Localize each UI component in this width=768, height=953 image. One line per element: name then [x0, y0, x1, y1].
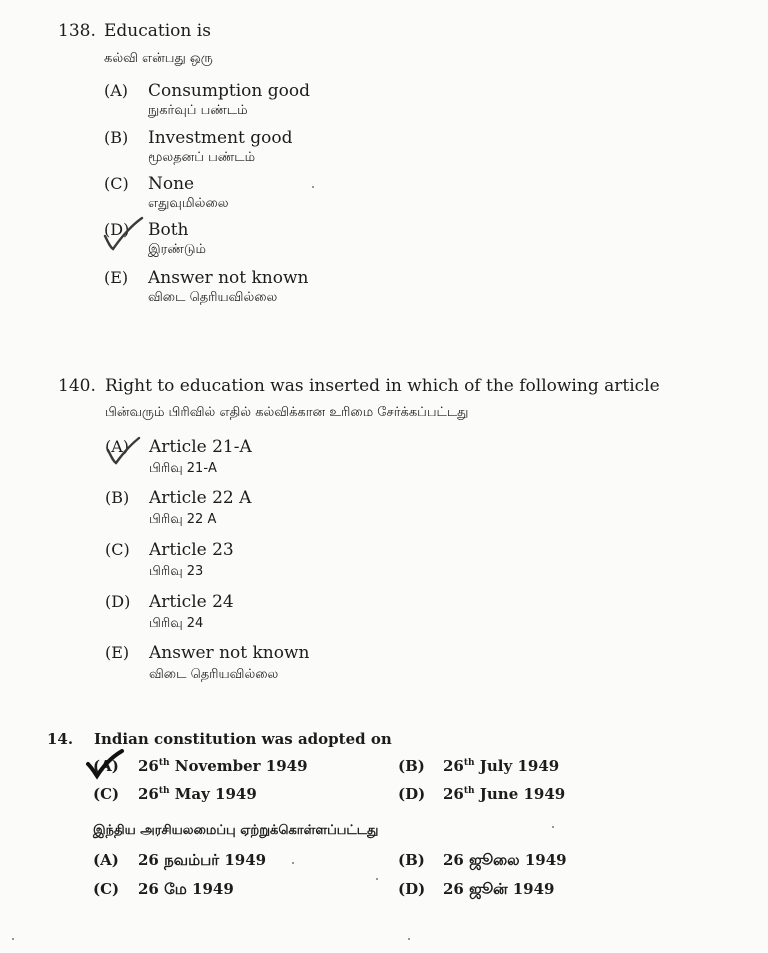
- option-label: (C): [104, 174, 129, 193]
- question-text-ta: இந்திய அரசியலமைப்பு ஏற்றுக்கொள்ளப்பட்டது: [93, 823, 379, 838]
- option-text-ta: நுகர்வுப் பண்டம்: [148, 103, 248, 118]
- option-label: (A): [105, 437, 130, 456]
- question-text-ta: கல்வி என்பது ஒரு: [104, 51, 213, 66]
- option-label: (E): [105, 643, 130, 662]
- option-label: (D): [105, 592, 131, 611]
- question-number: 140.: [58, 376, 96, 396]
- option-label: (C): [93, 785, 120, 803]
- option-value: 26th May 1949: [138, 785, 257, 803]
- option-label: (A): [104, 81, 129, 100]
- option-text-en: Article 24: [149, 592, 234, 612]
- speck: [376, 878, 378, 880]
- option-label: (A): [93, 851, 119, 869]
- option-text-ta: பிரிவு 24: [149, 616, 204, 631]
- question-number: 138.: [58, 21, 96, 41]
- speck: [12, 938, 14, 940]
- option-text-ta: மூலதனப் பண்டம்: [148, 150, 256, 165]
- option-text-en: Article 23: [149, 540, 234, 560]
- option-label: (A): [93, 757, 119, 775]
- option-text-ta: விடை தெரியவில்லை: [149, 667, 279, 682]
- option-label: (B): [105, 488, 130, 507]
- option-label: (B): [104, 128, 129, 147]
- option-value: 26 மே 1949: [138, 880, 234, 898]
- option-value: 26 நவம்பர் 1949: [138, 851, 267, 869]
- option-text-en: Investment good: [148, 128, 293, 148]
- question-text-ta: பின்வரும் பிரிவில் எதில் கல்விக்கான உரிமை சேர்க்கப்பட்டது: [105, 405, 469, 420]
- handwritten-check-icon: [103, 434, 143, 468]
- handwritten-check-icon: [84, 748, 126, 780]
- option-value: 26 ஜூன் 1949: [443, 880, 555, 898]
- option-label: (C): [93, 880, 120, 898]
- question-text-en: Right to education was inserted in which of the following article: [105, 376, 660, 396]
- option-text-en: None: [148, 174, 195, 194]
- option-text-en: Article 22 A: [149, 488, 252, 508]
- option-value: 26th November 1949: [138, 757, 308, 775]
- option-label: (D): [398, 785, 426, 803]
- speck: [292, 862, 294, 864]
- option-label: (C): [105, 540, 130, 559]
- option-text-en: Article 21-A: [149, 437, 252, 457]
- question-text-en: Education is: [104, 21, 211, 41]
- option-text-ta: எதுவுமில்லை: [148, 196, 229, 211]
- option-text-ta: விடை தெரியவில்லை: [148, 290, 278, 305]
- option-label: (B): [398, 851, 425, 869]
- option-text-ta: பிரிவு 23: [149, 564, 204, 579]
- option-value: 26 ஜூலை 1949: [443, 851, 567, 869]
- option-label: (E): [104, 268, 129, 287]
- option-text-en: Answer not known: [149, 643, 310, 663]
- speck: [408, 938, 410, 940]
- option-value: 26th June 1949: [443, 785, 566, 803]
- option-text-en: Consumption good: [148, 81, 310, 101]
- option-label: (D): [398, 880, 426, 898]
- speck: [552, 826, 554, 828]
- question-text-en: Indian constitution was adopted on: [94, 730, 392, 748]
- option-value: 26th July 1949: [443, 757, 560, 775]
- option-label: (D): [104, 220, 130, 239]
- option-text-ta: பிரிவு 21-A: [149, 461, 217, 476]
- option-label: (B): [398, 757, 425, 775]
- handwritten-check-icon: [100, 214, 146, 254]
- option-text-ta: பிரிவு 22 A: [149, 512, 217, 527]
- option-text-en: Answer not known: [148, 268, 309, 288]
- speck: [312, 186, 314, 188]
- option-text-ta: இரண்டும்: [148, 242, 206, 257]
- question-number: 14.: [47, 730, 74, 748]
- option-text-en: Both: [148, 220, 189, 240]
